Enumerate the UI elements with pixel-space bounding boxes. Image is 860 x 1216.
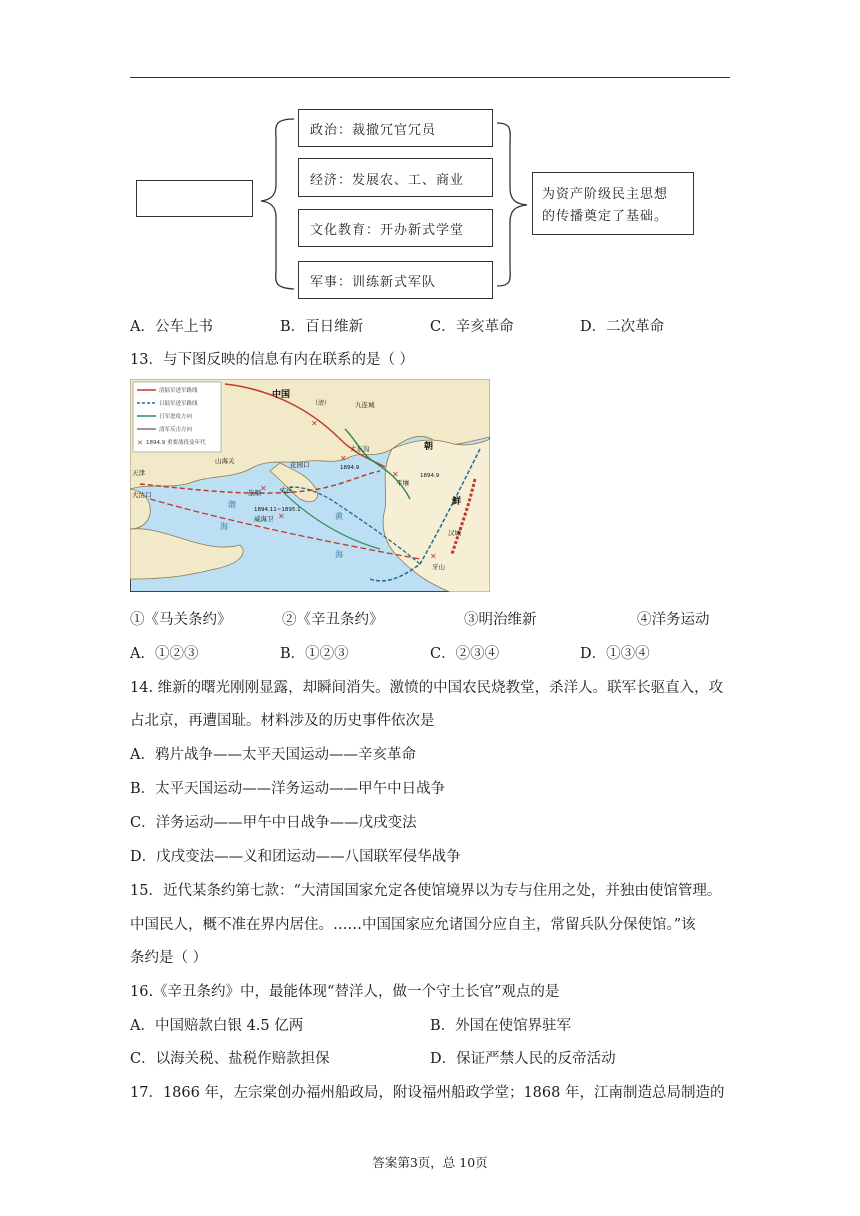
map-label-hancheng: 汉城 — [448, 529, 461, 537]
q14-line-1: 14. 维新的曙光刚刚显露，却瞬间消失。激愤的中国农民烧教堂，杀洋人。联军长驱直入，攻 — [130, 680, 724, 696]
diagram-result-line1: 为资产阶级民主思想 — [542, 187, 669, 202]
q13-option-d: D．①③④ — [580, 646, 650, 662]
q14-option-a: A．鸦片战争——太平天国运动——辛亥革命 — [130, 747, 416, 763]
q16-option-d: D．保证严禁人民的反帝活动 — [430, 1051, 616, 1067]
map-label-chao: 朝 — [424, 442, 434, 452]
map-label-dadonggou: 大东沟 — [350, 445, 370, 453]
diagram-item-military-text: 军事：训练新式军队 — [310, 275, 437, 290]
legend-5: 1894.9 重要战役及年代 — [146, 440, 206, 446]
q13-stem: 13．与下图反映的信息有内在联系的是（ ） — [130, 352, 415, 368]
q14-option-b: B．太平天国运动——洋务运动——甲午中日战争 — [130, 781, 446, 797]
page-footer: 答案第3页，总 10页 — [372, 1155, 488, 1170]
battle-mark-3: ✕ — [260, 484, 267, 493]
q13-item-2: ②《辛丑条约》 — [282, 612, 384, 628]
map-label-tianjin: 天津 — [132, 469, 145, 477]
battle-mark-6: ✕ — [430, 552, 437, 561]
map-label-yashan: 牙山 — [432, 563, 445, 571]
sea-label-huang: 黄 — [335, 512, 343, 521]
diagram-item-economy-text: 经济：发展农、工、商业 — [310, 173, 465, 188]
sea-label-hai-2: 海 — [335, 550, 343, 559]
map-label-huayuankou: 花园口 — [290, 461, 310, 469]
map-label-china: 中国 — [272, 390, 291, 400]
q12-option-a: A．公车上书 — [130, 319, 213, 335]
q13-item-1: ①《马关条约》 — [130, 612, 232, 628]
legend-4: 清军反击方向 — [159, 427, 193, 433]
sea-label-hai-1: 海 — [220, 522, 228, 531]
map-label-weihaiwei: 威海卫 — [254, 515, 274, 523]
q14-option-d: D．戊戌变法——义和团运动——八国联军侵华战争 — [130, 849, 461, 865]
diagram-item-education-text: 文化教育：开办新式学堂 — [310, 223, 465, 238]
q17-line-1: 17．1866 年，左宗棠创办福州船政局，附设福州船政学堂；1868 年，江南制造总局制造的 — [130, 1085, 725, 1101]
map-label-xian: 鲜 — [452, 497, 462, 507]
q16-option-c: C．以海关税、盐税作赔款担保 — [130, 1051, 330, 1067]
battle-mark-4: ✕ — [392, 470, 399, 479]
q14-option-c: C．洋务运动——甲午中日战争——戊戌变法 — [130, 815, 417, 831]
legend-5-mark: ✕ — [137, 439, 143, 447]
map-label-shanhaiguan: 山海关 — [215, 457, 235, 465]
map-label-date-1: 1894.9 — [340, 465, 360, 471]
q12-option-c: C．辛亥革命 — [430, 319, 514, 335]
q16-option-a: A．中国赔款白银 4.5 亿两 — [130, 1018, 304, 1034]
q15-line-2: 中国民人，概不准在界内居住。……中国国家应允诸国分应自主，常留兵队分保使馆。”该 — [130, 917, 696, 933]
q13-option-b: B．①②③ — [280, 646, 349, 662]
map-label-jiuliancheng: 九连城 — [355, 401, 375, 409]
q13-item-4: ④洋务运动 — [637, 612, 710, 628]
q15-line-3: 条约是（ ） — [130, 950, 208, 966]
map-label-pingrang: 平壤 — [396, 479, 409, 487]
q15-line-1: 15．近代某条约第七款：“大清国国家允定各使馆境界以为专与住用之处，并独由使馆管理。 — [130, 883, 722, 899]
left-brace — [261, 119, 294, 289]
map-label-dagukou: 大沽口 — [132, 491, 152, 499]
map-label-qing: （清） — [312, 400, 331, 407]
battle-mark-1: ✕ — [311, 419, 318, 428]
diagram-result-box — [532, 172, 694, 235]
legend-1: 清陆军进军路线 — [159, 388, 198, 394]
q16-stem: 16.《辛丑条约》中，最能体现“替洋人，做一个守土长官”观点的是 — [130, 984, 560, 1000]
q12-option-b: B．百日维新 — [280, 319, 364, 335]
diagram-result-line2: 的传播奠定了基础。 — [542, 209, 669, 224]
battle-mark-2: ✕ — [340, 454, 347, 463]
map-label-date-3: 1894.11~1895.1 — [254, 507, 301, 513]
map-label-date-2: 1894.9 — [420, 473, 440, 479]
q13-option-c: C．②③④ — [430, 646, 500, 662]
q14-line-2: 占北京，再遭国耻。材料涉及的历史事件依次是 — [130, 713, 435, 729]
sino-japanese-war-map — [130, 379, 490, 592]
battle-mark-5: ✕ — [278, 512, 285, 521]
q13-option-a: A．①②③ — [130, 646, 199, 662]
map-label-lushun: 旅顺 — [248, 489, 261, 497]
diagram-item-politics-text: 政治：裁撤冗官冗员 — [310, 123, 437, 138]
q16-option-b: B．外国在使馆界驻军 — [430, 1018, 572, 1034]
q13-item-3: ③明治维新 — [464, 612, 537, 628]
right-brace — [497, 123, 527, 286]
map-label-dalian: 大连 — [280, 486, 293, 494]
legend-2: 日陆军进军路线 — [159, 401, 198, 407]
legend-3: 日军进攻方向 — [159, 414, 193, 420]
q12-option-d: D．二次革命 — [580, 319, 665, 335]
sea-label-bo: 渤 — [228, 500, 236, 509]
